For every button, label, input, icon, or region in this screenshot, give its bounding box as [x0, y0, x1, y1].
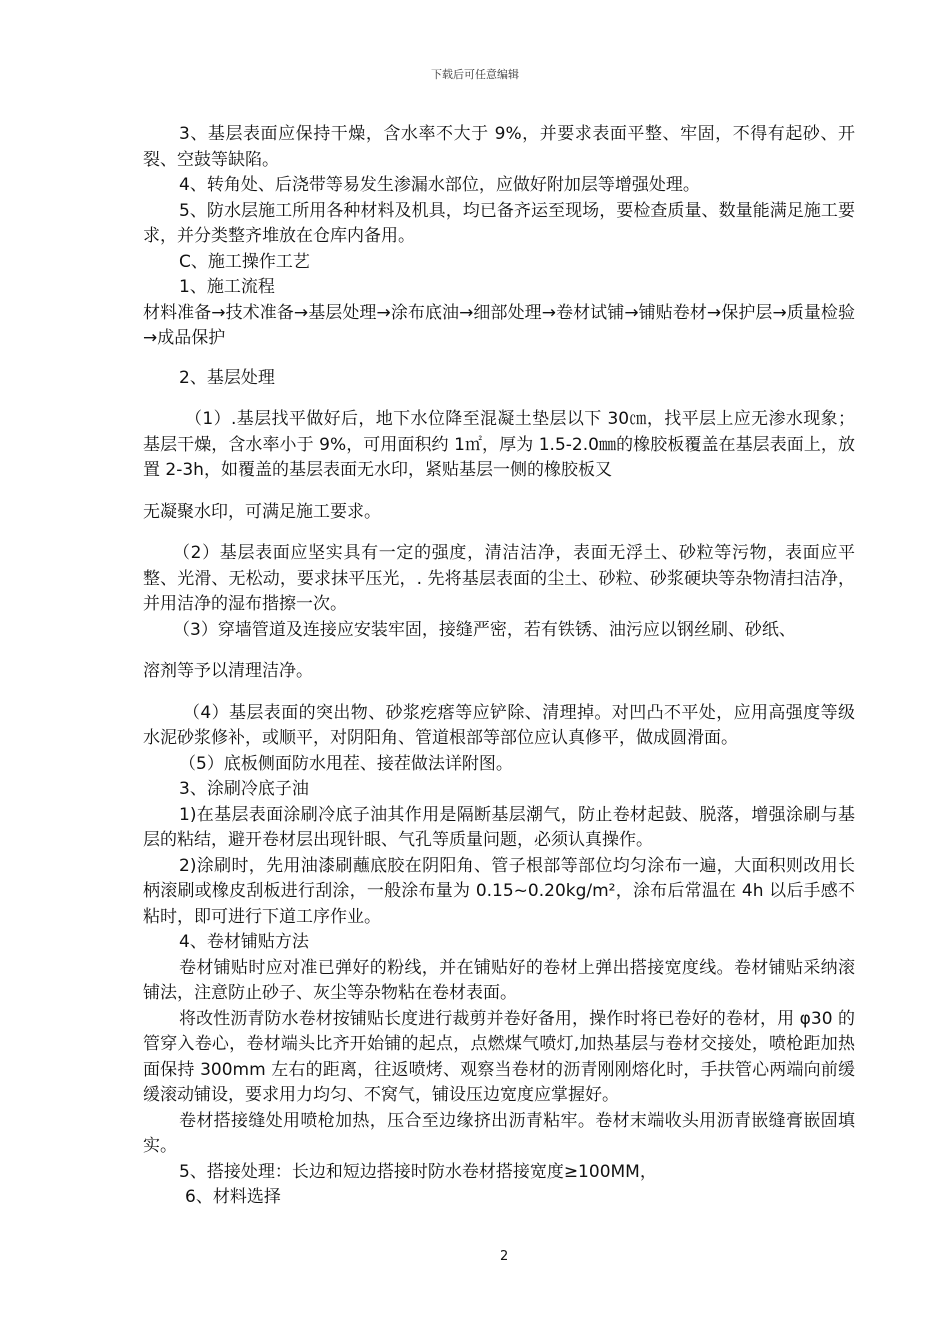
subsection-heading: 6、材料选择 [185, 1187, 281, 1207]
paragraph: 溶剂等予以清理洁净。 [143, 661, 313, 681]
page-header: 下载后可任意编辑 [431, 68, 519, 81]
paragraph: 无凝聚水印，可满足施工要求。 [143, 501, 381, 522]
paragraph: 4、转角处、后浇带等易发生渗漏水部位，应做好附加层等增强处理。 [179, 175, 700, 195]
subsection-heading: 1、施工流程 [179, 277, 275, 297]
paragraph: 5、防水层施工所用各种材料及机具，均已备齐运至现场，要检查质量、数量能满足施工要求，并分类整齐堆放在仓库内备用。 [143, 200, 855, 246]
paragraph: 卷材铺贴时应对准已弹好的粉线，并在铺贴好的卷材上弹出搭接宽度线。卷材铺贴采纳滚铺法，注意防止砂子、灰尘等杂物粘在卷材表面。 [143, 957, 855, 1003]
paragraph: 1)在基层表面涂刷冷底子油其作用是隔断基层潮气，防止卷材起鼓、脱落，增强涂刷与基层的粘结，避开卷材层出现针眼、气孔等质量问题，必须认真操作。 [143, 804, 855, 850]
subsection-heading: 3、涂刷冷底子油 [179, 779, 309, 799]
page-number: 2 [500, 1249, 509, 1264]
paragraph: （2）基层表面应坚实具有一定的强度，清洁洁净，表面无浮土、砂粒等污物，表面应平整、光滑、无松动，要求抹平压光，. 先将基层表面的尘土、砂粒、砂浆硬块等杂物清扫洁净，并用洁净的湿布揩擦一次。 [143, 543, 855, 614]
paragraph: （4）基层表面的突出物、砂浆疙瘩等应铲除、清理掉。对凹凸不平处，应用高强度等级水泥砂浆修补，或顺平，对阴阳角、管道根部等部位应认真修平，做成圆滑面。 [143, 702, 855, 748]
subsection-heading: 4、卷材铺贴方法 [179, 932, 309, 952]
paragraph: 卷材搭接缝处用喷枪加热，压合至边缘挤出沥青粘牢。卷材末端收头用沥青嵌缝膏嵌固填实。 [143, 1110, 855, 1156]
paragraph: 3、基层表面应保持干燥，含水率不大于 9%，并要求表面平整、牢固，不得有起砂、开裂、空鼓等缺陷。 [143, 124, 855, 170]
paragraph: （5）底板侧面防水甩茬、接茬做法详附图。 [179, 753, 513, 774]
paragraph: 将改性沥青防水卷材按铺贴长度进行裁剪并卷好备用，操作时将已卷好的卷材，用 φ30 的管穿入卷心，卷材端头比齐开始铺的起点，点燃煤气喷灯,加热基层与卷材交接处，喷枪距加热面保持 300mm 左右的距离，往返喷烤、观察当卷材的沥青刚刚熔化时，手扶管心两端向前缓缓滚动铺设，要求用力均匀、不窝气，铺设压边宽度应掌握好。 [143, 1008, 855, 1105]
document-body [143, 122, 855, 1211]
paragraph: 2)涂刷时，先用油漆刷蘸底胶在阴阳角、管子根部等部位均匀涂布一遍，大面积则改用长柄滚刷或橡皮刮板进行刮涂，一般涂布量为 0.15~0.20kg/m²，涂布后常温在 4h 以后手感不粘时，即可进行下道工序作业。 [143, 855, 855, 927]
subsection-heading: 2、基层处理 [179, 367, 275, 388]
section-heading: C、施工操作工艺 [179, 251, 310, 272]
paragraph: （3）穿墙管道及连接应安装牢固，接缝严密，若有铁锈、油污应以钢丝刷、砂纸、 [173, 619, 796, 640]
paragraph: （1）.基层找平做好后，地下水位降至混凝土垫层以下 30㎝，找平层上应无渗水现象；基层干燥，含水率小于 9%，可用面积约 1㎡，厚为 1.5-2.0㎜的橡胶板覆盖在基层表面上，放置 2-3h，如覆盖的基层表面无水印，紧贴基层一侧的橡胶板又 [143, 409, 855, 480]
subsection-heading: 5、搭接处理：长边和短边搭接时防水卷材搭接宽度≥100MM， [179, 1161, 657, 1182]
paragraph: 材料准备→技术准备→基层处理→涂布底油→细部处理→卷材试铺→铺贴卷材→保护层→质量检验→成品保护 [143, 302, 855, 348]
